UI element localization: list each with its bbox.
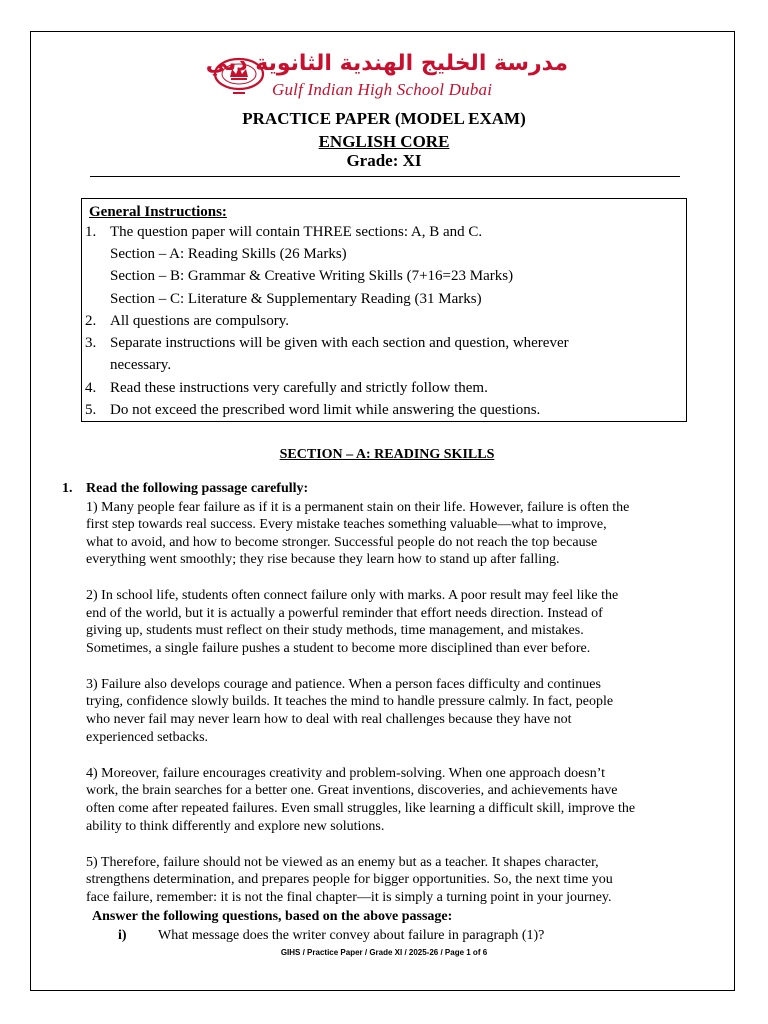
section-a-heading: SECTION – A: READING SKILLS <box>279 447 495 462</box>
passage-line: 1) Many people fear failure as if it is a permanent stain on their life. However, failure is often the <box>86 500 630 515</box>
instruction-num: 4. <box>85 380 97 396</box>
passage-line: who never fail may never learn how to deal with real challenges because they have not <box>86 712 572 727</box>
instruction-num: 5. <box>85 402 97 418</box>
instruction-num: 3. <box>85 335 97 351</box>
passage-line: trying, confidence slowly builds. It teaches the mind to handle pressure calmly. In fact, people <box>86 694 614 709</box>
passage-line: end of the world, but it is actually a powerful reminder that effort needs direction. Instead of <box>86 606 603 621</box>
passage-line: everything went smoothly; they rise because they learn how to stand up after falling. <box>86 552 560 567</box>
question-title: Read the following passage carefully: <box>86 481 309 496</box>
sub-question-text: What message does the writer convey about failure in paragraph (1)? <box>158 928 545 943</box>
paper-title: PRACTICE PAPER (MODEL EXAM) <box>242 109 526 128</box>
passage-line: 2) In school life, students often connect failure only with marks. A poor result may feel like the <box>86 588 619 603</box>
passage-line: first step towards real success. Every mistake teaches something valuable—what to improve, <box>86 517 607 532</box>
passage-line: 4) Moreover, failure encourages creativity and problem-solving. When one approach doesn’t <box>86 766 606 781</box>
passage-line: 3) Failure also develops courage and patience. When a person faces difficulty and continues <box>86 677 601 692</box>
grade-label: Grade: XI <box>346 151 422 170</box>
passage-line: strengthens determination, and prepares people for bigger opportunities. So, the next time you <box>86 872 613 887</box>
instruction-line: necessary. <box>110 357 172 373</box>
instruction-line: Section – C: Literature & Supplementary Reading (31 Marks) <box>110 291 482 307</box>
instruction-line: Separate instructions will be given with each section and question, wherever <box>110 335 569 351</box>
instruction-line: All questions are compulsory. <box>110 313 289 329</box>
passage-line: what to avoid, and how to become stronger. Successful people do not reach the top because <box>86 535 598 550</box>
instruction-line: Section – B: Grammar & Creative Writing Skills (7+16=23 Marks) <box>110 268 514 284</box>
instruction-num: 2. <box>85 313 97 329</box>
answer-prompt: Answer the following questions, based on the above passage: <box>92 909 453 924</box>
question-number: 1. <box>62 481 73 496</box>
sub-question-number: i) <box>118 928 127 943</box>
school-name-english: Gulf Indian High School Dubai <box>272 80 493 99</box>
school-name-arabic: مدرسة الخليج الهندية الثانوية دبي <box>205 51 568 76</box>
instruction-line: The question paper will contain THREE sections: A, B and C. <box>110 224 483 240</box>
passage-line: giving up, students must reflect on their study methods, time management, and mistakes. <box>86 623 584 638</box>
passage-line: 5) Therefore, failure should not be viewed as an enemy but as a teacher. It shapes character, <box>86 855 599 870</box>
header-divider <box>90 176 680 177</box>
passage-line: face failure, remember: it is not the final chapter—it is simply a turning point in your journey. <box>86 890 612 905</box>
passage-line: ability to think differently and explore new solutions. <box>86 819 385 834</box>
passage-line: experienced setbacks. <box>86 730 209 745</box>
instruction-line: Do not exceed the prescribed word limit while answering the questions. <box>110 402 541 418</box>
instruction-num: 1. <box>85 224 97 240</box>
instructions-heading: General Instructions: <box>89 204 227 220</box>
passage-line: Sometimes, a single failure pushes a student to become more disciplined than ever before. <box>86 641 591 656</box>
instruction-line: Section – A: Reading Skills (26 Marks) <box>110 246 347 262</box>
instruction-line: Read these instructions very carefully and strictly follow them. <box>110 380 488 396</box>
passage-line: work, the brain searches for a better one. Great inventions, discoveries, and achievements have <box>86 783 618 798</box>
passage-line: often come after repeated failures. Even small struggles, like learning a difficult skill, improve the <box>86 801 636 816</box>
page-footer: GIHS / Practice Paper / Grade XI / 2025-26 / Page 1 of 6 <box>280 948 488 957</box>
subject-text: ENGLISH CORE <box>318 132 450 151</box>
